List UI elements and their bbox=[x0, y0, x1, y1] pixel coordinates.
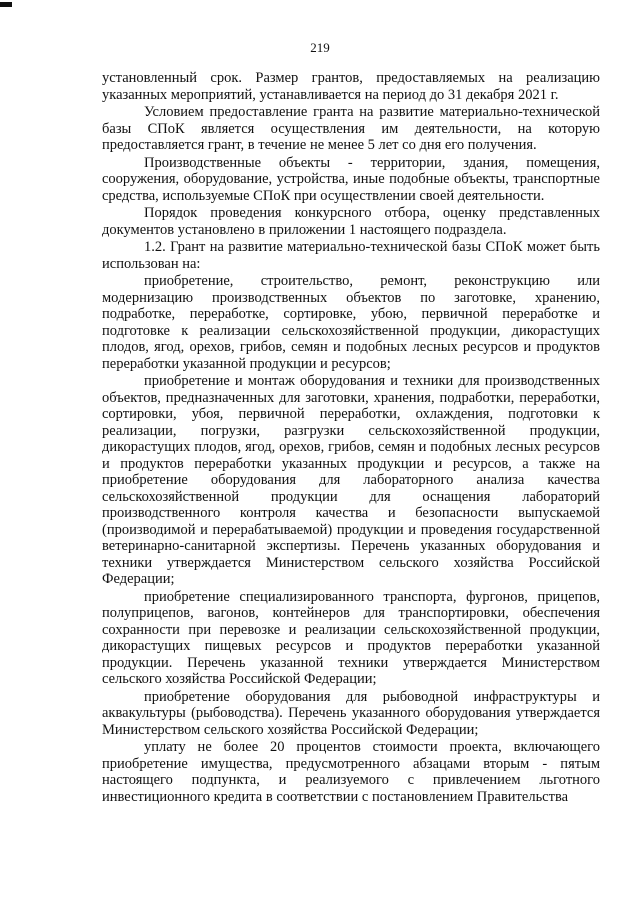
paragraph-grant-condition: Условием предоставление гранта на развитие материально-технической базы СПоК является осуществления им деятельности, на которую предоставляется грант, в течение не менее 5 лет со дня его получения. bbox=[102, 104, 600, 153]
paragraph-item-transport: приобретение специализированного транспорта, фургонов, прицепов, полуприцепов, вагонов, контейнеров для транспортировки, обеспечения сохранности при перевозке и реализации сельскохозяйственной продукции, дикорастущих пищевых ресурсов и продуктов переработки указанной продукции. Перечень указанной техники утверждается Министерством сельского хозяйства Российской Федерации; bbox=[102, 588, 600, 687]
body-text bbox=[102, 70, 600, 806]
paragraph-production-objects: Производственные объекты - территории, здания, помещения, сооружения, оборудование, устройства, иные подобные объекты, транспортные средства, используемые СПоК при осуществлении своей деятельности. bbox=[102, 154, 600, 204]
paragraph-continuation: установленный срок. Размер грантов, предоставляемых на реализацию указанных мероприятий, устанавливается на период до 31 декабря 2021 г. bbox=[102, 70, 600, 103]
paragraph-item-equipment: приобретение и монтаж оборудования и техники для производственных объектов, предназначенных для заготовки, хранения, подработки, переработки, сортировки, убоя, первичной переработки, охлаждения, подготовки к реализации, погрузки, разгрузки сельскохозяйственной продукции, дикорастущих плодов, ягод, орехов, грибов, семян и подобных лесных ресурсов и продуктов переработки указанных продукции и ресурсов, а также на приобретение оборудования для лабораторного анализа качества сельскохозяйственной продукции для оснащения лабораторий производственного контроля качества и безопасности выпускаемой (производимой и перерабатываемой) продукции и проведения государственной ветеринарно-санитарной экспертизы. Перечень указанных оборудования и техники утверждается Министерством сельского хозяйства Российской Федерации; bbox=[102, 373, 600, 587]
paragraph-selection-procedure: Порядок проведения конкурсного отбора, оценку представленных документов установлено в приложении 1 настоящего подраздела. bbox=[102, 205, 600, 238]
paragraph-item-payment: уплату не более 20 процентов стоимости проекта, включающего приобретение имущества, предусмотренного абзацами вторым - пятым настоящего подпункта, и реализуемого с привлечением льготного инвестиционного кредита в соответствии с постановлением Правительства bbox=[102, 739, 600, 805]
paragraph-item-fish-equipment: приобретение оборудования для рыбоводной инфраструктуры и аквакультуры (рыбоводства). Перечень указанного оборудования утверждается Министерством сельского хозяйства Российской Федерации; bbox=[102, 688, 600, 738]
paragraph-section-1-2: 1.2. Грант на развитие материально-технической базы СПоК может быть использован на: bbox=[102, 239, 600, 272]
page-number: 219 bbox=[310, 40, 330, 55]
scan-edge-mark bbox=[0, 2, 12, 7]
paragraph-item-construction: приобретение, строительство, ремонт, реконструкцию или модернизацию производственных объектов по заготовке, хранению, подработке, переработке, сортировке, убою, первичной переработке и подготовке к реализации сельскохозяйственной продукции, дикорастущих плодов, ягод, орехов, грибов, семян и подобных лесных ресурсов и продуктов переработки указанной продукции и ресурсов; bbox=[102, 273, 600, 372]
